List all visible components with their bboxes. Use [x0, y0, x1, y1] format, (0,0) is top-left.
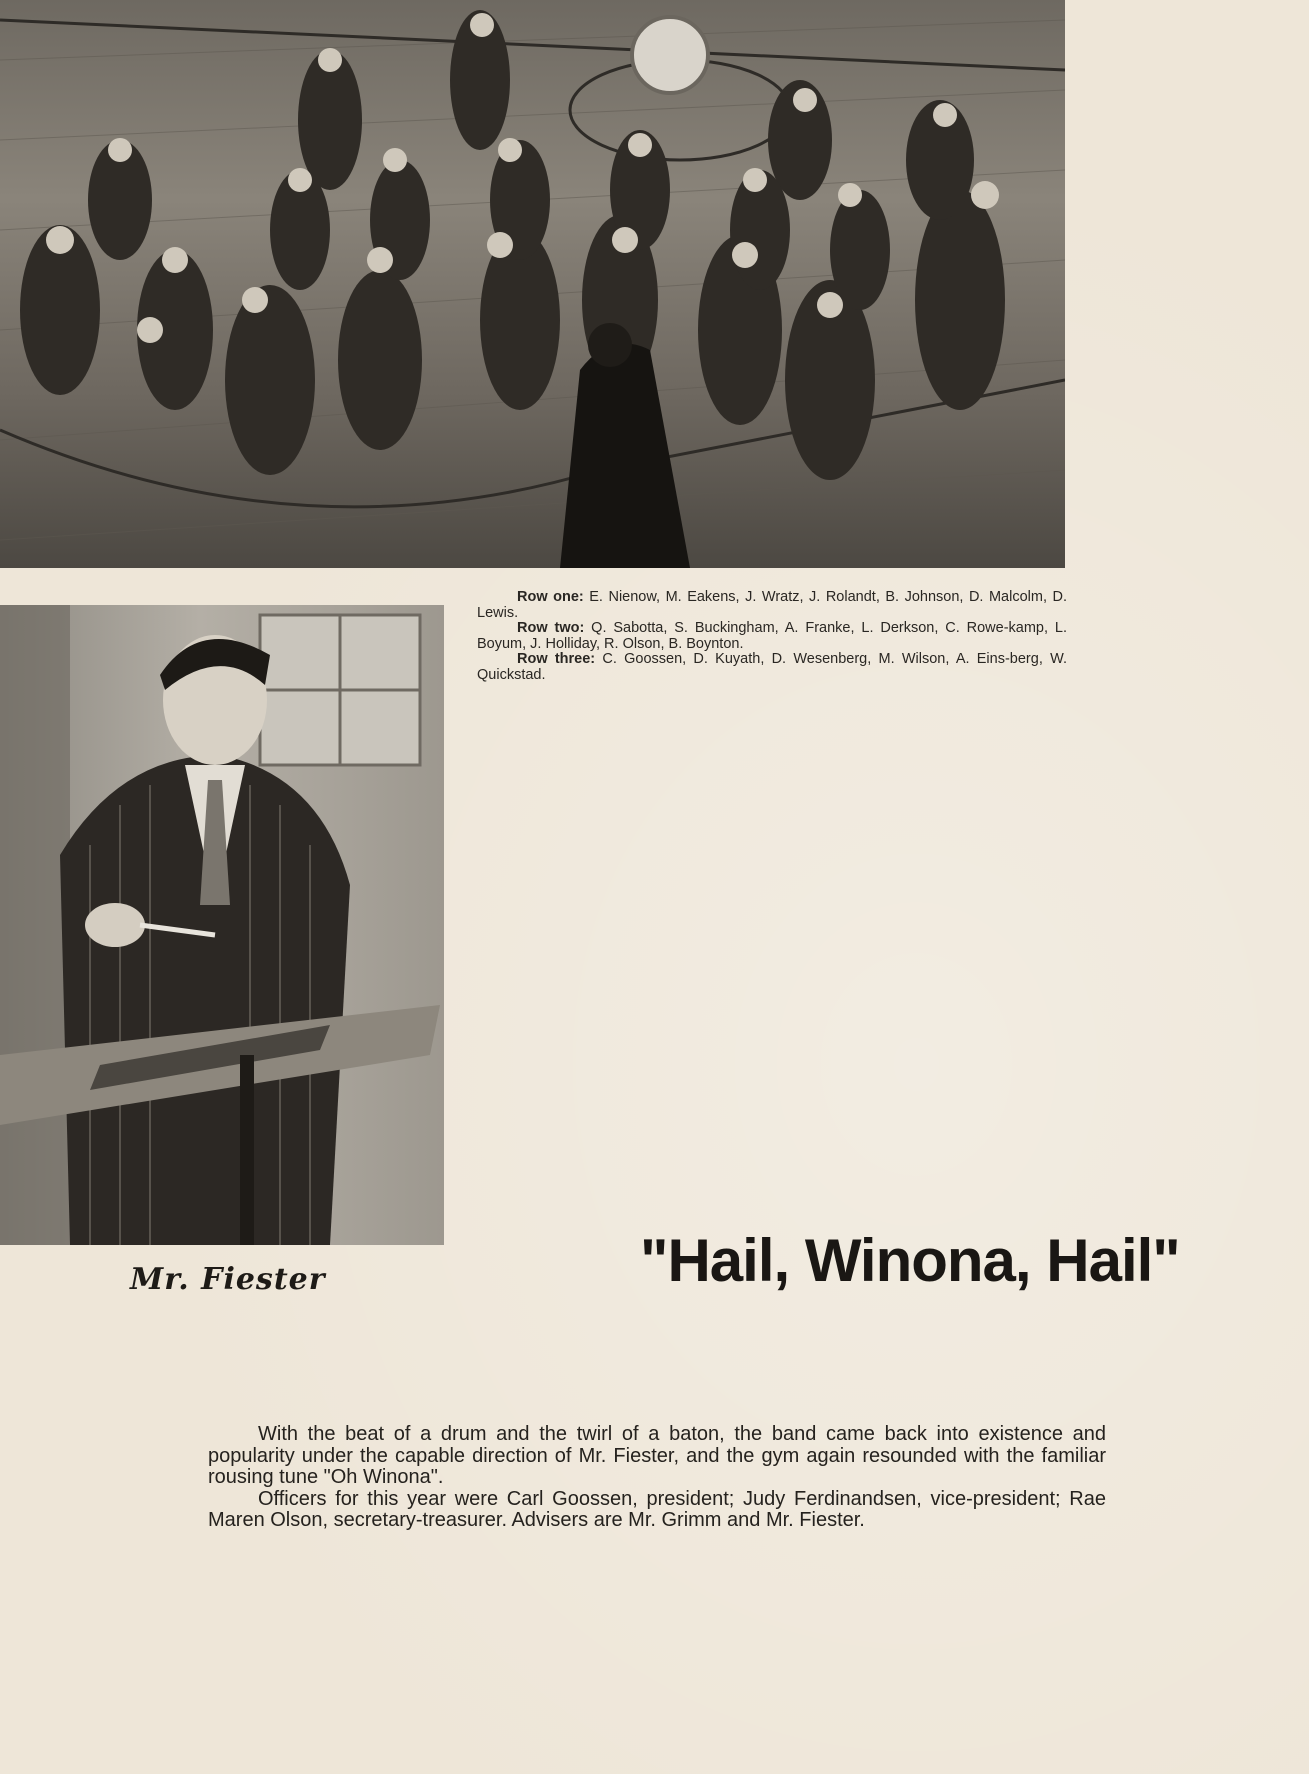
caption-row-three [477, 652, 1067, 683]
band-photo-image [0, 0, 1065, 568]
director-signature: Mr. Fiester [130, 1262, 326, 1297]
page-title: "Hail, Winona, Hail" [640, 1227, 1180, 1294]
caption-row-one [477, 590, 1067, 621]
article-body [208, 1424, 1106, 1532]
caption-row-two-names: Q. Sabotta, S. Buckingham, A. Franke, L. Derkson, C. Rowe-kamp, L. Boyum, J. Holliday, R. Olson, B. Boynton. [477, 620, 1067, 652]
photo-caption [477, 590, 1067, 683]
article-paragraph-1: With the beat of a drum and the twirl of a baton, the band came back into existence and popularity under the capable direction of Mr. Fiester, and the gym again resounded with the familiar rousing tune "Oh Winona". [208, 1423, 1106, 1488]
caption-row-two-label: Row two: [517, 620, 585, 636]
caption-row-three-label: Row three: [517, 651, 596, 667]
caption-row-one-label: Row one: [517, 589, 584, 605]
article-paragraph-2: Officers for this year were Carl Goossen, president; Judy Ferdinandsen, vice-president; Rae Maren Olson, secretary-treasurer. Advisers are Mr. Grimm and Mr. Fiester. [208, 1487, 1106, 1531]
director-photo [0, 605, 444, 1245]
caption-row-two [477, 621, 1067, 652]
caption-row-three-names: C. Goossen, D. Kuyath, D. Wesenberg, M. Wilson, A. Eins-berg, W. Quickstad. [477, 651, 1067, 683]
caption-row-one-names: E. Nienow, M. Eakens, J. Wratz, J. Rolandt, B. Johnson, D. Malcolm, D. Lewis. [477, 589, 1067, 621]
band-photo [0, 0, 1065, 568]
director-photo-image [0, 605, 444, 1245]
